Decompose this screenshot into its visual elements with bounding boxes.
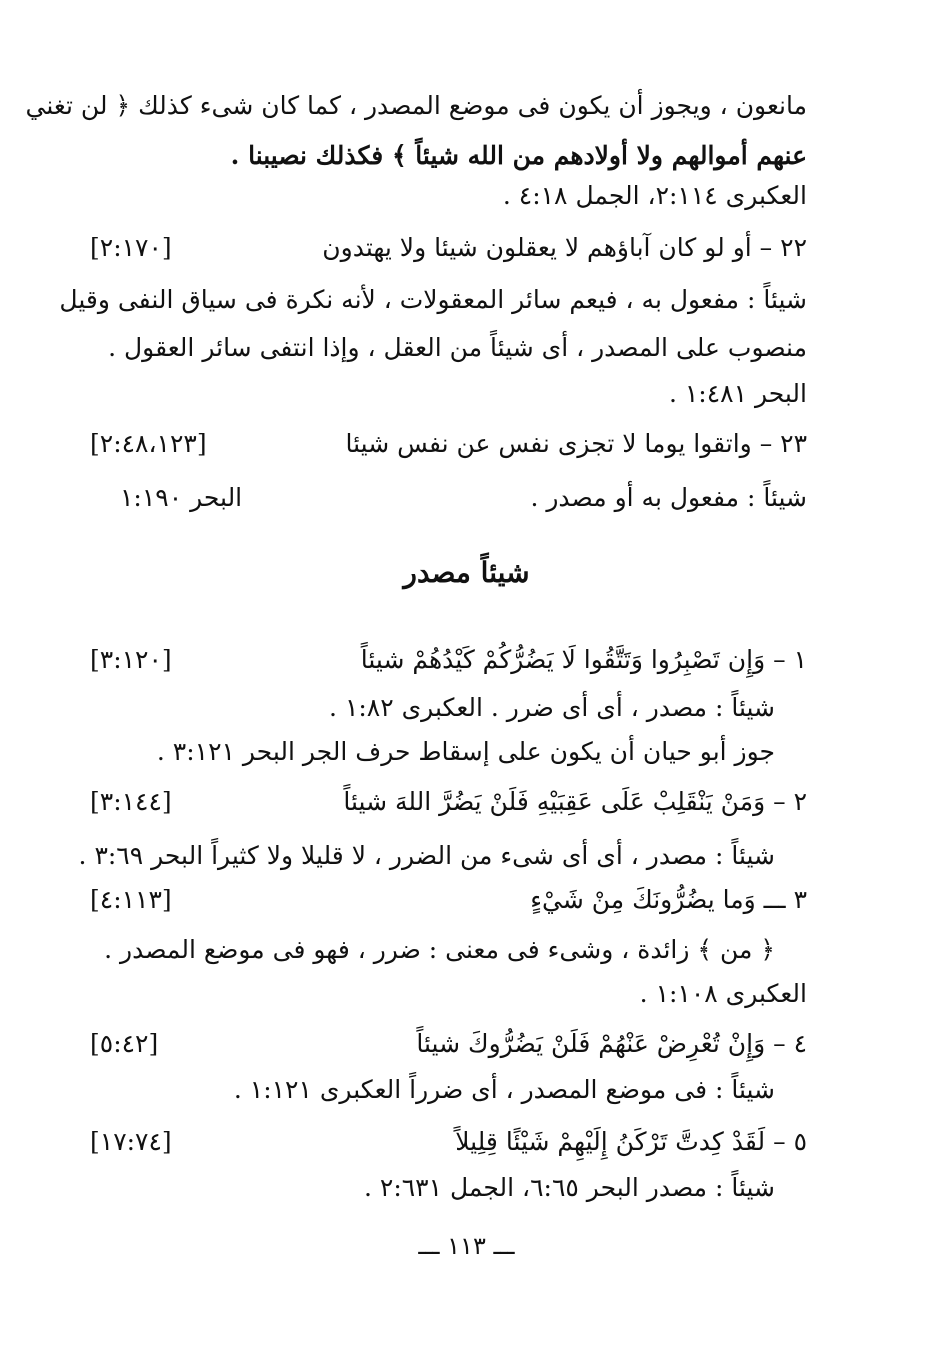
verse-line: ٤ – وَإِنْ تُعْرِضْ عَنْهُمْ فَلَنْ يَضُرُّوكَ شيئاً (416, 1029, 807, 1058)
verse-line: ٢ – وَمَنْ يَنْقَلِبْ عَلَى عَقِبَيْهِ فَلَنْ يَضُرَّ اللهَ شيئاً (343, 787, 807, 816)
text-line: مانعون ، ويجوز أن يكون فى موضع المصدر ، كما كان شىء كذلك ﴿ لن تغني (25, 91, 807, 120)
text-line: شيئاً : مصدر ، أى أى ضرر . العكبرى ١:٨٢ . (329, 693, 775, 722)
verse-reference: [١٧:٧٤] (90, 1127, 172, 1156)
verse-reference: [٢:٤٨،١٢٣] (90, 429, 207, 458)
text-line: شيئاً : مفعول به أو مصدر . (530, 483, 807, 512)
text-line: ﴿ من ﴾ زائدة ، وشىء فى معنى : ضرر ، فهو فى موضع المصدر . (104, 935, 775, 964)
verse-reference: [٣:١٤٤] (90, 787, 172, 816)
verse-reference: [٢:١٧٠] (90, 233, 172, 262)
source-reference: البحر ١:١٩٠ (120, 483, 243, 512)
text-line: منصوب على المصدر ، أى شيئاً من العقل ، وإذا انتفى سائر العقول . (108, 333, 807, 362)
verse-line: ٢٣ – واتقوا يوما لا تجزى نفس عن نفس شيئا (345, 429, 807, 458)
verse-line: ١ – وَإِن تَصْبِرُوا وَتَتَّقُوا لَا يَضُرُّكُمْ كَيْدُهُمْ شيئاً (360, 645, 807, 674)
verse-line: ٢٢ – أو لو كان آباؤهم لا يعقلون شيئا ولا يهتدون (322, 233, 807, 262)
text-line: البحر ١:٤٨١ . (668, 379, 807, 408)
text-line: جوز أبو حيان أن يكون على إسقاط حرف الجر البحر ٣:١٢١ . (156, 737, 775, 766)
text-line: شيئاً : فى موضع المصدر ، أى ضرراً العكبرى ١:١٢١ . (233, 1075, 775, 1104)
text-line: عنهم أموالهم ولا أولادهم من الله شيئاً ﴾ فكذلك نصيبنا . (230, 141, 807, 170)
text-line: شيئاً : مفعول به ، فيعم سائر المعقولات ، لأنه نكرة فى سياق النفى وقيل (59, 285, 807, 314)
page-number: ـــ ١١٣ ـــ (418, 1232, 515, 1260)
text-line: العكبرى ٢:١١٤، الجمل ٤:١٨ . (502, 181, 807, 210)
text-line: شيئاً : مصدر ، أى أى شىء من الضرر ، لا قليلا ولا كثيراً البحر ٣:٦٩ . (78, 841, 775, 870)
verse-reference: [٥:٤٢] (90, 1029, 159, 1058)
verse-line: ٣ ـــ وَما يضُرُّونَكَ مِنْ شَيْءٍ (530, 885, 807, 914)
section-heading: شيئاً مصدر (403, 556, 530, 589)
text-line: شيئاً : مصدر البحر ٦:٦٥، الجمل ٢:٦٣١ . (364, 1173, 775, 1202)
verse-reference: [٣:١٢٠] (90, 645, 172, 674)
verse-reference: [٤:١١٣] (90, 885, 172, 914)
text-line: العكبرى ١:١٠٨ . (639, 979, 807, 1008)
verse-line: ٥ – لَقَدْ كِدتَّ تَرْكَنُ إِلَيْهِمْ شَيْئًا قِلِيلاً (455, 1127, 807, 1156)
